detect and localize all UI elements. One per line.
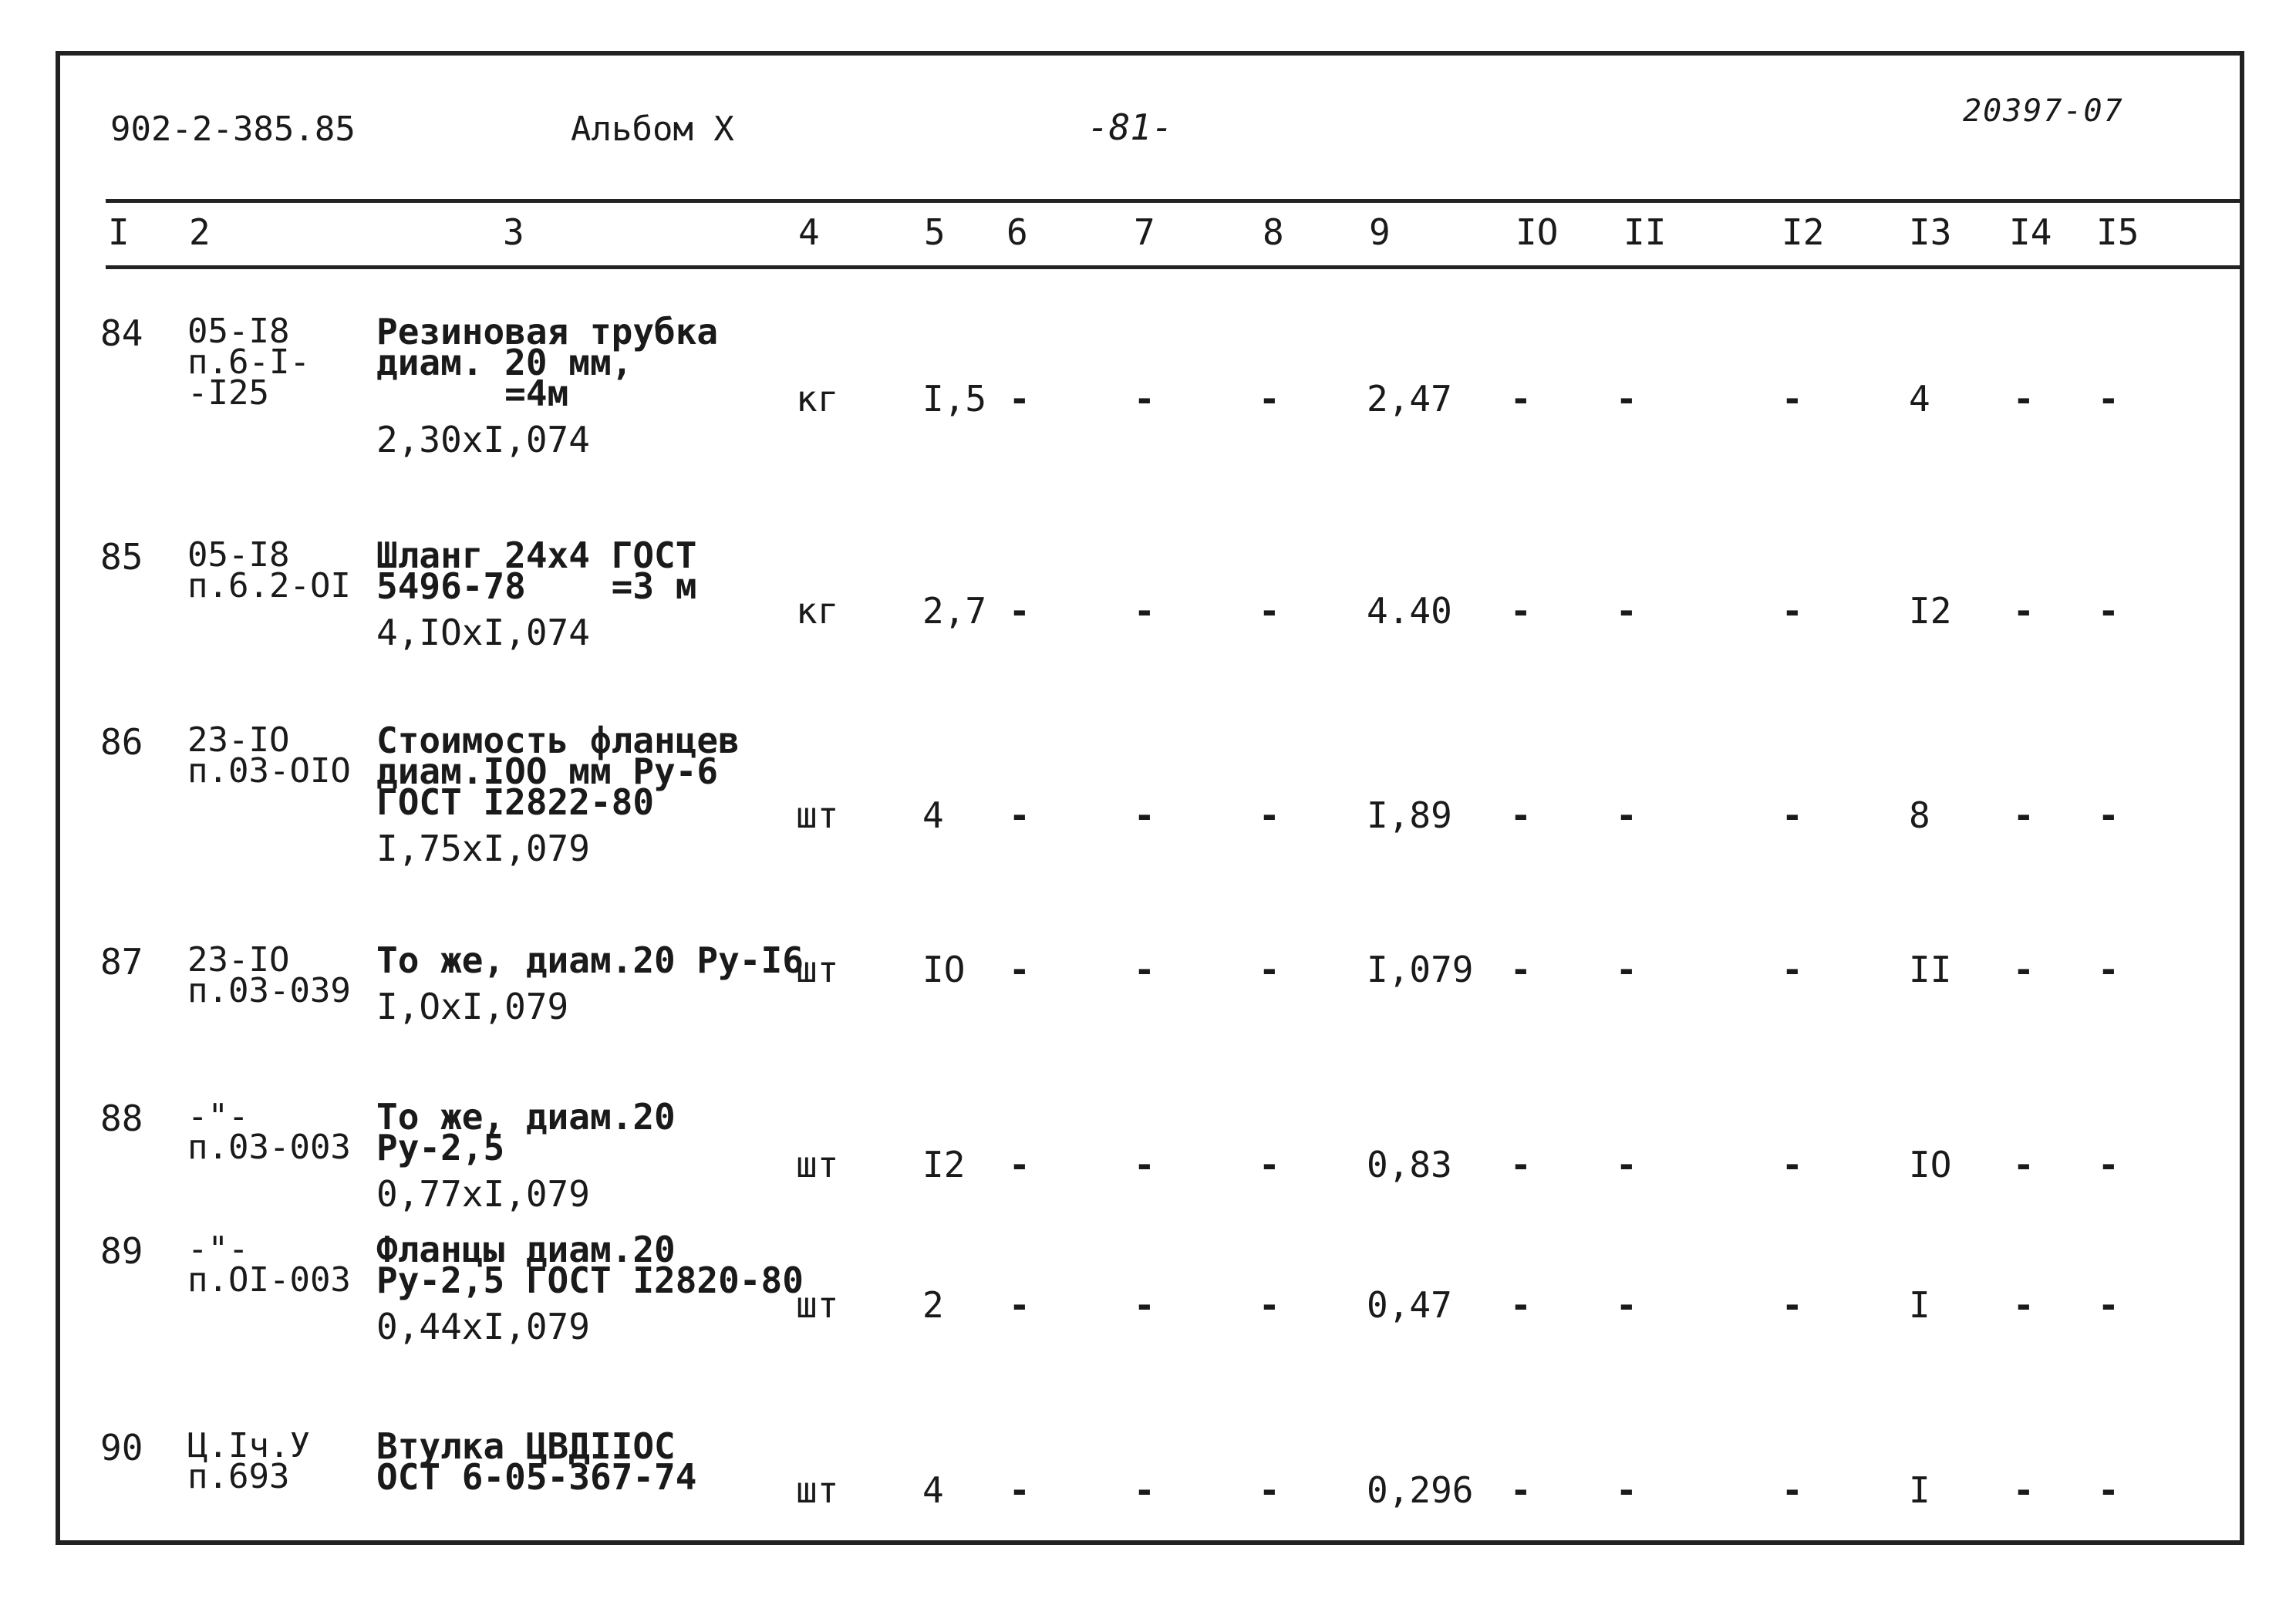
table-cell-c7: - (1134, 590, 1155, 632)
item-name: Втулка ЦВДIIOC ОСТ 6-05-367-74 (376, 1425, 697, 1498)
archive-stamp: 20397-07 (1963, 93, 2124, 129)
table-cell-c7: - (1134, 1144, 1155, 1185)
table-cell-c14: - (2013, 1144, 2035, 1185)
column-number: II (1623, 211, 1667, 253)
item-name: Шланг 24x4 ГОСТ 5496-78 =3 м (376, 535, 697, 607)
table-cell-c13: IO (1909, 1144, 1952, 1185)
table-cell-c12: - (1782, 1284, 1803, 1326)
resource-code: 05-I8 п.6.2-OI (187, 535, 351, 605)
table-cell-c6: - (1009, 794, 1030, 836)
table-cell-c13: 8 (1909, 794, 1930, 836)
column-number: IO (1515, 211, 1559, 253)
table-cell-c11: - (1616, 1284, 1637, 1326)
column-number: I3 (1909, 211, 1952, 253)
item-calculation: 2,30xI,074 (376, 419, 590, 460)
item-name: Стоимость фланцев диам.IOO мм Ру-6 ГОСТ I2822-80 (376, 720, 740, 823)
table-cell-c15: - (2098, 1144, 2119, 1185)
table-cell-c12: - (1782, 590, 1803, 632)
table-cell-c7: - (1134, 1469, 1155, 1511)
table-cell-c12: - (1782, 949, 1803, 990)
table-cell-c8: - (1259, 1144, 1280, 1185)
table-cell-c8: - (1259, 378, 1280, 420)
table-cell-unit: кг (796, 378, 839, 420)
table-cell-c6: - (1009, 1284, 1030, 1326)
row-number: 90 (100, 1427, 143, 1469)
resource-code: 05-I8 п.6-I- -I25 (187, 312, 310, 413)
table-cell-c6: - (1009, 1144, 1030, 1185)
table-cell-c15: - (2098, 1469, 2119, 1511)
table-cell-unit: шт (796, 1144, 839, 1185)
table-cell-c12: - (1782, 794, 1803, 836)
column-number: I (108, 211, 130, 253)
column-number: 2 (189, 211, 211, 253)
resource-code: 23-IO п.03-039 (187, 940, 351, 1010)
table-cell-c11: - (1616, 378, 1637, 420)
table-cell-c10: - (1510, 794, 1532, 836)
table-cell-c8: - (1259, 1469, 1280, 1511)
item-description (376, 535, 697, 653)
row-number: 86 (100, 721, 143, 763)
table-cell-c15: - (2098, 378, 2119, 420)
table-cell-c9: 0,47 (1367, 1284, 1452, 1326)
resource-code: 23-IO п.03-OIO (187, 720, 351, 791)
table-cell-c9: 2,47 (1367, 378, 1452, 420)
table-cell-c10: - (1510, 1469, 1532, 1511)
table-cell-c13: 4 (1909, 378, 1930, 420)
item-calculation: 0,44xI,079 (376, 1306, 590, 1347)
table-cell-c7: - (1134, 794, 1155, 836)
table-cell-qty: 2,7 (922, 590, 987, 632)
table-cell-c11: - (1616, 1144, 1637, 1185)
column-number: I4 (2009, 211, 2052, 253)
item-description (376, 1229, 804, 1347)
table-cell-c10: - (1510, 378, 1532, 420)
table-cell-c11: - (1616, 1469, 1637, 1511)
item-description (376, 939, 804, 1027)
table-cell-c9: 4.40 (1367, 590, 1452, 632)
table-cell-unit: шт (796, 949, 839, 990)
item-name: Фланцы диам.20 Ру-2,5 ГОСТ I2820-80 (376, 1229, 804, 1301)
table-cell-c6: - (1009, 590, 1030, 632)
column-number: 6 (1006, 211, 1028, 253)
row-number: 87 (100, 941, 143, 983)
table-cell-c11: - (1616, 949, 1637, 990)
row-number: 88 (100, 1098, 143, 1139)
column-number: 7 (1134, 211, 1155, 253)
table-cell-c12: - (1782, 378, 1803, 420)
row-number: 89 (100, 1230, 143, 1272)
table-cell-c8: - (1259, 590, 1280, 632)
column-number: 4 (798, 211, 820, 253)
resource-code: Ц.Iч.У п.693 (187, 1426, 310, 1496)
table-cell-qty: I2 (922, 1144, 966, 1185)
table-cell-c11: - (1616, 794, 1637, 836)
table-cell-unit: шт (796, 794, 839, 836)
header-bottom-rule (106, 265, 2242, 269)
item-description (376, 1425, 697, 1498)
item-name: То же, диам.20 Ру-2,5 (376, 1096, 676, 1169)
table-cell-c7: - (1134, 949, 1155, 990)
table-cell-c14: - (2013, 1469, 2035, 1511)
table-cell-c9: I,89 (1367, 794, 1452, 836)
table-cell-c13: I (1909, 1469, 1930, 1511)
resource-code: -"- п.OI-003 (187, 1229, 351, 1300)
table-cell-c9: I,079 (1367, 949, 1474, 990)
table-cell-c9: 0,83 (1367, 1144, 1452, 1185)
table-cell-c7: - (1134, 1284, 1155, 1326)
table-cell-c13: I2 (1909, 590, 1952, 632)
resource-code: -"- п.03-003 (187, 1097, 351, 1167)
item-description (376, 720, 740, 869)
item-name: То же, диам.20 Ру-I6 (376, 939, 804, 981)
row-number: 84 (100, 312, 143, 354)
item-name: Резиновая трубка диам. 20 мм, =4м (376, 311, 719, 414)
table-cell-c9: 0,296 (1367, 1469, 1474, 1511)
column-number: 5 (924, 211, 946, 253)
row-number: 85 (100, 536, 143, 578)
column-number: 3 (503, 211, 524, 253)
table-cell-c12: - (1782, 1469, 1803, 1511)
column-number: I2 (1782, 211, 1825, 253)
table-cell-c10: - (1510, 1284, 1532, 1326)
column-number: 8 (1263, 211, 1284, 253)
table-cell-c6: - (1009, 949, 1030, 990)
column-number: 9 (1369, 211, 1391, 253)
item-calculation: I,OxI,079 (376, 986, 569, 1027)
table-cell-unit: кг (796, 590, 839, 632)
item-description (376, 311, 719, 460)
table-cell-c14: - (2013, 794, 2035, 836)
item-description (376, 1096, 676, 1215)
table-cell-c6: - (1009, 378, 1030, 420)
table-cell-c15: - (2098, 949, 2119, 990)
table-cell-c14: - (2013, 949, 2035, 990)
header-top-rule (106, 199, 2242, 203)
table-cell-c11: - (1616, 590, 1637, 632)
table-cell-c15: - (2098, 590, 2119, 632)
table-cell-qty: IO (922, 949, 966, 990)
item-calculation: 4,IOxI,074 (376, 612, 590, 653)
table-cell-qty: 4 (922, 1469, 944, 1511)
table-cell-c8: - (1259, 1284, 1280, 1326)
table-cell-c14: - (2013, 590, 2035, 632)
table-cell-qty: 4 (922, 794, 944, 836)
table-cell-unit: шт (796, 1469, 839, 1511)
table-cell-c13: I (1909, 1284, 1930, 1326)
item-calculation: 0,77xI,079 (376, 1173, 590, 1215)
table-cell-unit: шт (796, 1284, 839, 1326)
table-cell-c10: - (1510, 590, 1532, 632)
table-cell-c15: - (2098, 794, 2119, 836)
page-number: -81- (1087, 106, 1173, 148)
table-cell-qty: I,5 (922, 378, 987, 420)
table-cell-c10: - (1510, 1144, 1532, 1185)
table-cell-c12: - (1782, 1144, 1803, 1185)
column-number: I5 (2096, 211, 2139, 253)
table-cell-c13: II (1909, 949, 1952, 990)
album-label: Альбом X (571, 110, 734, 149)
table-cell-c8: - (1259, 949, 1280, 990)
table-cell-c6: - (1009, 1469, 1030, 1511)
table-cell-c14: - (2013, 1284, 2035, 1326)
table-cell-c10: - (1510, 949, 1532, 990)
table-cell-c14: - (2013, 378, 2035, 420)
table-cell-qty: 2 (922, 1284, 944, 1326)
table-cell-c15: - (2098, 1284, 2119, 1326)
table-cell-c7: - (1134, 378, 1155, 420)
document-code: 902-2-385.85 (110, 110, 356, 149)
item-calculation: I,75xI,079 (376, 828, 590, 869)
table-cell-c8: - (1259, 794, 1280, 836)
